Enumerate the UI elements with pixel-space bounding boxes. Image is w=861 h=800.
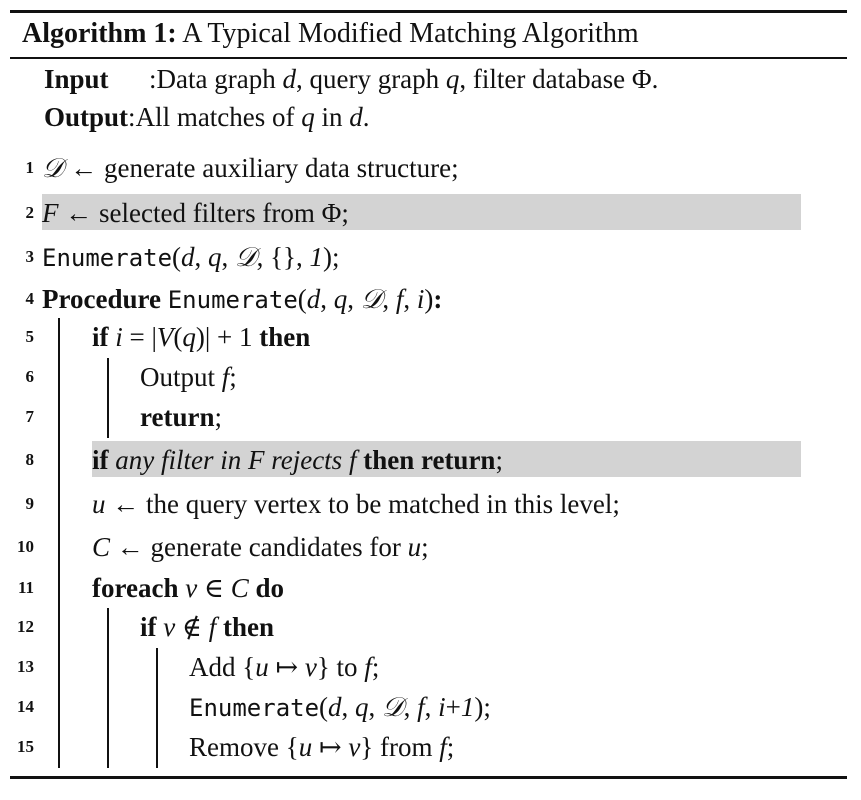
- line-text: return;: [140, 402, 223, 432]
- line-text: Add {u ↦ v} to f;: [189, 652, 380, 682]
- bottom-rule: [10, 776, 847, 779]
- line-number: 5: [25, 327, 34, 346]
- line-number: 6: [25, 367, 34, 386]
- line-text: Output f;: [140, 362, 237, 392]
- output-text: All matches of q in d.: [135, 102, 370, 132]
- line-number: 4: [25, 289, 34, 308]
- line-text: foreach v ∈ C do: [92, 573, 285, 603]
- input-line: Input :Data graph d, query graph q, filter database Φ.: [44, 60, 658, 98]
- line-text: u ← the query vertex to be matched in this level;: [92, 489, 620, 519]
- line-number: 1: [25, 158, 34, 177]
- line-text: if v ∉ f then: [140, 612, 275, 642]
- line-number: 7: [25, 407, 34, 426]
- line-number: 2: [25, 203, 34, 222]
- line-number: 11: [17, 578, 34, 597]
- line-text: Enumerate(d, q, 𝒟, {}, 1);: [42, 242, 340, 272]
- line-number: 3: [25, 247, 34, 266]
- indent-bar-if-1: [107, 358, 109, 438]
- line-text: if i = |V(q)| + 1 then: [92, 322, 311, 352]
- line-number: 9: [25, 494, 34, 513]
- indent-bar-procedure: [58, 318, 60, 768]
- line-text: Remove {u ↦ v} from f;: [189, 732, 455, 762]
- line-text: C ← generate candidates for u;: [92, 532, 429, 562]
- line-text: Enumerate(d, q, 𝒟, f, i+1);: [189, 692, 491, 722]
- line-number: 12: [17, 617, 34, 636]
- title-rule: [10, 57, 847, 59]
- indent-bar-foreach: [107, 608, 109, 768]
- line-number: 8: [25, 450, 34, 469]
- line-text: Procedure Enumerate(d, q, 𝒟, f, i):: [42, 284, 443, 314]
- input-text: Data graph d, query graph q, filter database Φ.: [156, 64, 659, 94]
- line-number: 10: [17, 537, 34, 556]
- algorithm-title: [22, 14, 639, 54]
- indent-bar-if-2: [156, 648, 158, 768]
- line-text: 𝒟 ← generate auxiliary data structure;: [42, 153, 459, 183]
- line-number: 13: [17, 657, 34, 676]
- line-text: F ← selected filters from Φ;: [42, 198, 349, 228]
- algorithm-label: Algorithm 1:: [22, 18, 177, 49]
- top-rule: [10, 10, 847, 13]
- line-number: 15: [17, 737, 34, 756]
- input-key: Input: [44, 64, 109, 94]
- output-key: Output: [44, 102, 129, 132]
- algorithm-name: A Typical Modified Matching Algorithm: [182, 18, 639, 49]
- output-line: Output:All matches of q in d.: [44, 98, 370, 136]
- line-text: if any filter in F rejects f then return;: [92, 445, 503, 475]
- line-number: 14: [17, 697, 34, 716]
